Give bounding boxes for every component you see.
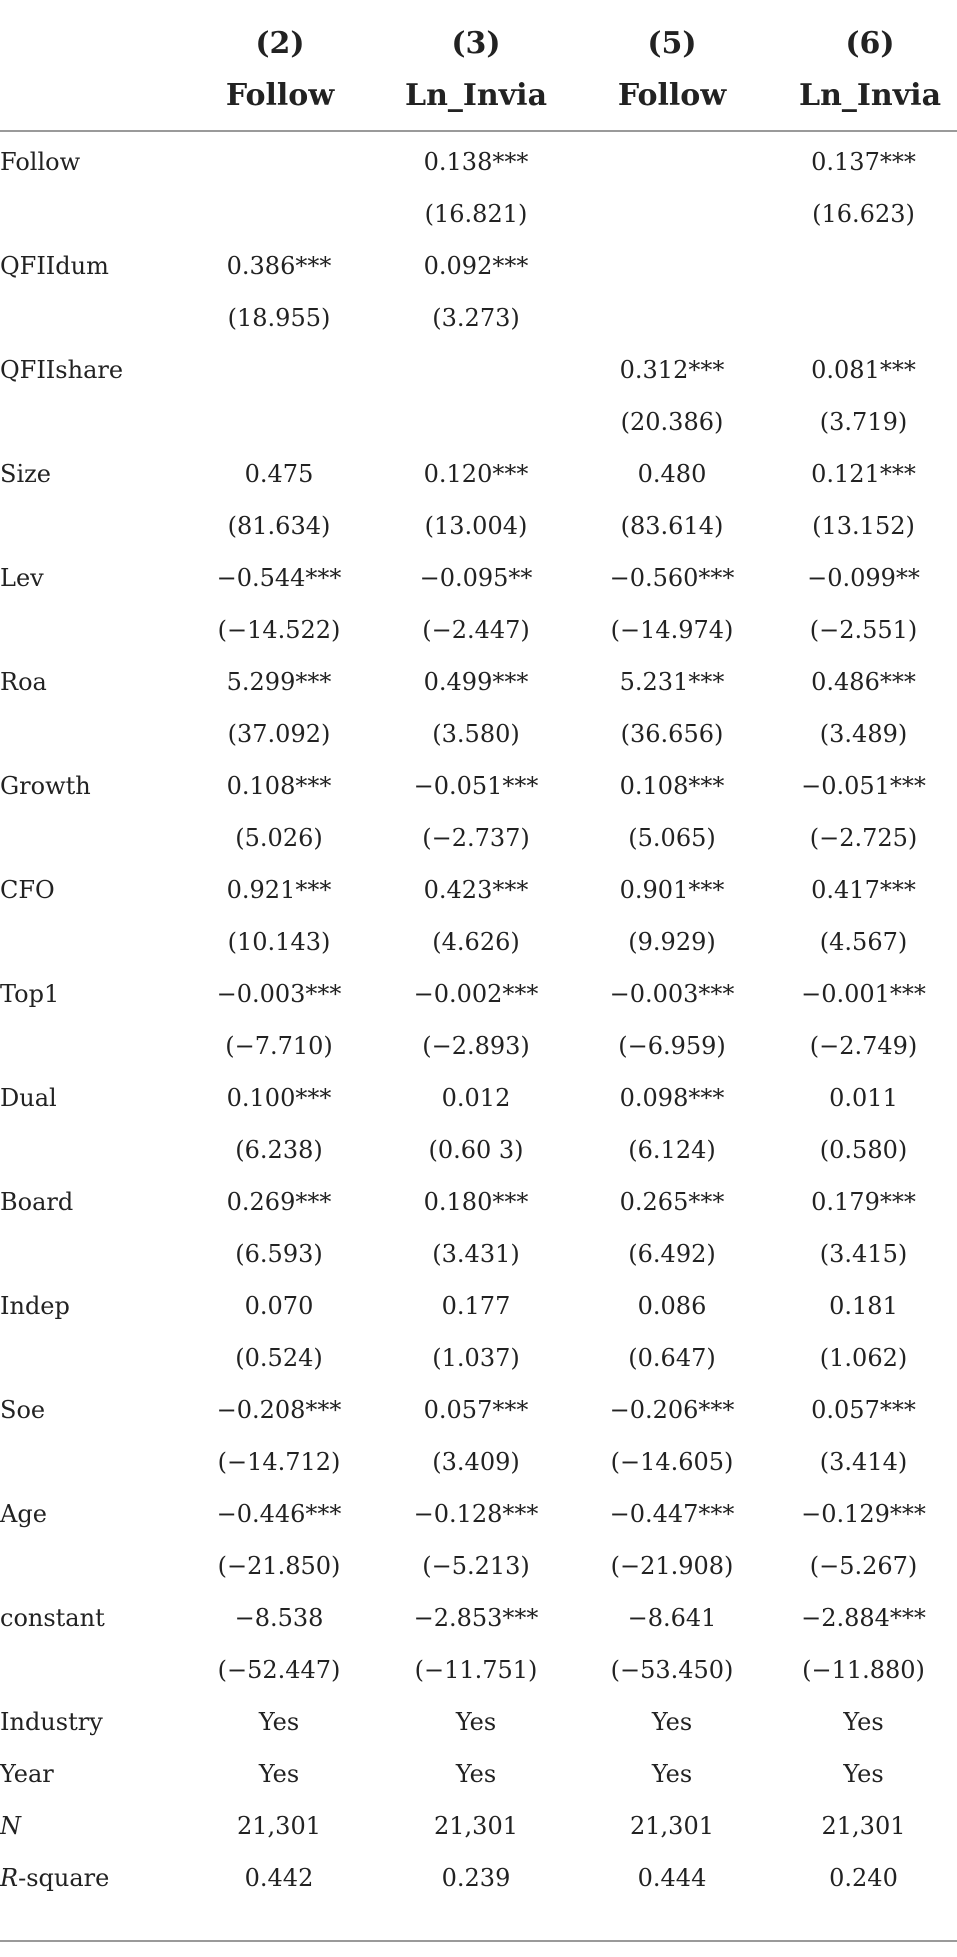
row-label: QFIIshare bbox=[0, 356, 124, 384]
table-row-tstat bbox=[0, 292, 957, 344]
table-cell: −0.001*** bbox=[801, 980, 926, 1008]
table-cell: −0.051*** bbox=[413, 772, 539, 800]
table-cell: (3.719) bbox=[819, 408, 908, 436]
table-cell: (−14.522) bbox=[217, 616, 341, 644]
header-col-number: (6) bbox=[845, 26, 895, 61]
table-cell: (20.386) bbox=[620, 408, 724, 436]
table-row bbox=[0, 760, 957, 812]
table-cell: 21,301 bbox=[237, 1812, 321, 1840]
row-label: CFO bbox=[0, 876, 55, 904]
table-cell: 0.081*** bbox=[811, 356, 916, 384]
table-cell bbox=[574, 136, 770, 188]
table-cell bbox=[770, 240, 957, 292]
table-cell: (−2.893) bbox=[422, 1032, 530, 1060]
table-row bbox=[0, 240, 957, 292]
table-cell: 0.442 bbox=[244, 1864, 314, 1892]
table-row bbox=[0, 1696, 957, 1748]
table-row bbox=[0, 136, 957, 188]
table-cell: (−11.751) bbox=[414, 1656, 538, 1684]
table-cell: (6.492) bbox=[628, 1240, 716, 1268]
row-label: Board bbox=[0, 1188, 74, 1216]
table-cell: 0.070 bbox=[244, 1292, 314, 1320]
row-label: Dual bbox=[0, 1084, 57, 1112]
table-cell bbox=[770, 292, 957, 344]
row-label: QFIIdum bbox=[0, 252, 109, 280]
table-cell: 0.417*** bbox=[811, 876, 916, 904]
table-cell: (3.414) bbox=[819, 1448, 908, 1476]
table-cell: (−5.267) bbox=[809, 1552, 918, 1580]
row-label bbox=[0, 812, 180, 864]
table-row-tstat bbox=[0, 1332, 957, 1384]
table-cell: (4.567) bbox=[819, 928, 908, 956]
table-row bbox=[0, 864, 957, 916]
table-cell: (1.037) bbox=[432, 1344, 520, 1372]
table-row-tstat bbox=[0, 1124, 957, 1176]
table-cell bbox=[378, 396, 574, 448]
table-cell: 0.240 bbox=[829, 1864, 898, 1892]
table-cell: 21,301 bbox=[434, 1812, 518, 1840]
table-cell bbox=[574, 240, 770, 292]
table-cell: (−14.605) bbox=[610, 1448, 734, 1476]
table-cell: 0.475 bbox=[244, 460, 314, 488]
row-label bbox=[0, 1436, 180, 1488]
table-body bbox=[0, 136, 957, 1904]
table-cell: (36.656) bbox=[620, 720, 724, 748]
table-cell: Yes bbox=[455, 1760, 497, 1788]
table-cell: (18.955) bbox=[227, 304, 331, 332]
table-cell: (3.580) bbox=[432, 720, 520, 748]
table-cell: 0.444 bbox=[637, 1864, 707, 1892]
header-col-2 bbox=[180, 18, 380, 122]
row-label bbox=[0, 500, 180, 552]
table-cell: (37.092) bbox=[227, 720, 331, 748]
table-cell: 21,301 bbox=[630, 1812, 714, 1840]
table-cell: 0.486*** bbox=[811, 668, 916, 696]
table-row bbox=[0, 1592, 957, 1644]
header-rule bbox=[0, 130, 957, 132]
table-cell: Yes bbox=[843, 1708, 884, 1736]
table-cell: (5.065) bbox=[628, 824, 716, 852]
table-cell: −0.002*** bbox=[413, 980, 539, 1008]
table-row-tstat bbox=[0, 708, 957, 760]
table-cell: 0.499*** bbox=[423, 668, 529, 696]
header-col-3 bbox=[376, 18, 576, 122]
header-col-variable: Ln_Invia bbox=[798, 78, 942, 113]
table-cell: (6.593) bbox=[235, 1240, 323, 1268]
row-label: Follow bbox=[0, 148, 81, 176]
table-cell: (81.634) bbox=[227, 512, 331, 540]
row-label bbox=[0, 1332, 180, 1384]
table-cell: (−2.725) bbox=[809, 824, 918, 852]
table-cell: (6.124) bbox=[628, 1136, 716, 1164]
table-cell: 0.120*** bbox=[423, 460, 529, 488]
table-cell: (−2.749) bbox=[809, 1032, 918, 1060]
row-label bbox=[0, 1644, 180, 1696]
table-cell: 0.108*** bbox=[226, 772, 332, 800]
table-cell: −0.051*** bbox=[801, 772, 926, 800]
table-cell: −0.544*** bbox=[216, 564, 342, 592]
row-label bbox=[0, 188, 180, 240]
table-cell: 0.423*** bbox=[423, 876, 529, 904]
table-cell: 0.057*** bbox=[423, 1396, 529, 1424]
table-cell: (−21.908) bbox=[610, 1552, 734, 1580]
table-cell: −0.095** bbox=[419, 564, 533, 592]
table-cell: −0.447*** bbox=[609, 1500, 735, 1528]
table-header bbox=[0, 18, 957, 118]
table-cell: (−14.712) bbox=[217, 1448, 341, 1476]
table-cell: (16.821) bbox=[424, 200, 528, 228]
regression-table bbox=[0, 136, 957, 1904]
table-cell: 0.137*** bbox=[811, 148, 916, 176]
table-cell: (−7.710) bbox=[225, 1032, 333, 1060]
table-cell: −0.099** bbox=[807, 564, 920, 592]
row-label bbox=[0, 396, 180, 448]
table-cell bbox=[378, 344, 574, 396]
table-row-tstat bbox=[0, 500, 957, 552]
row-label: Indep bbox=[0, 1292, 70, 1320]
row-label: constant bbox=[0, 1604, 105, 1632]
table-row-tstat bbox=[0, 396, 957, 448]
table-row-tstat bbox=[0, 812, 957, 864]
header-col-number: (2) bbox=[255, 26, 305, 61]
row-label bbox=[0, 708, 180, 760]
table-cell bbox=[574, 292, 770, 344]
header-col-variable: Ln_Invia bbox=[404, 78, 548, 113]
table-cell: 0.181 bbox=[829, 1292, 898, 1320]
table-row bbox=[0, 656, 957, 708]
table-cell: −8.538 bbox=[234, 1604, 324, 1632]
table-row-tstat bbox=[0, 916, 957, 968]
table-cell: (83.614) bbox=[620, 512, 724, 540]
table-cell bbox=[574, 188, 770, 240]
table-cell: (16.623) bbox=[812, 200, 915, 228]
table-cell: 0.011 bbox=[829, 1084, 898, 1112]
table-row bbox=[0, 1280, 957, 1332]
table-cell: (0.647) bbox=[628, 1344, 716, 1372]
table-cell: (−5.213) bbox=[422, 1552, 530, 1580]
row-label: N bbox=[0, 1812, 21, 1840]
table-cell: 0.121*** bbox=[811, 460, 916, 488]
table-cell: (0.580) bbox=[819, 1136, 908, 1164]
table-cell bbox=[180, 188, 378, 240]
table-cell: (−11.880) bbox=[802, 1656, 925, 1684]
table-cell: 0.092*** bbox=[423, 252, 529, 280]
table-cell: Yes bbox=[651, 1760, 693, 1788]
table-cell: (5.026) bbox=[235, 824, 323, 852]
table-cell: −0.129*** bbox=[801, 1500, 926, 1528]
table-cell: −0.128*** bbox=[413, 1500, 539, 1528]
table-cell: (13.152) bbox=[812, 512, 915, 540]
table-row bbox=[0, 448, 957, 500]
row-label bbox=[0, 292, 180, 344]
table-cell: (3.489) bbox=[819, 720, 908, 748]
table-cell: 0.239 bbox=[441, 1864, 511, 1892]
table-cell: 0.100*** bbox=[226, 1084, 332, 1112]
table-cell: 21,301 bbox=[821, 1812, 906, 1840]
table-cell: (0.60 3) bbox=[428, 1136, 524, 1164]
table-cell: −0.560*** bbox=[609, 564, 735, 592]
table-row-tstat bbox=[0, 188, 957, 240]
row-label: Soe bbox=[0, 1396, 46, 1424]
table-row bbox=[0, 1852, 957, 1904]
row-label bbox=[0, 1020, 180, 1072]
table-cell: −0.208*** bbox=[216, 1396, 342, 1424]
table-row bbox=[0, 344, 957, 396]
table-row-tstat bbox=[0, 1540, 957, 1592]
table-cell: Yes bbox=[455, 1708, 497, 1736]
table-cell: (10.143) bbox=[227, 928, 331, 956]
table-cell: 0.057*** bbox=[811, 1396, 916, 1424]
table-row bbox=[0, 552, 957, 604]
table-cell: 0.312*** bbox=[619, 356, 725, 384]
table-cell bbox=[180, 136, 378, 188]
row-label: Year bbox=[0, 1760, 54, 1788]
table-cell: (−2.737) bbox=[422, 824, 530, 852]
table-row bbox=[0, 968, 957, 1020]
table-cell: Yes bbox=[843, 1760, 884, 1788]
row-label: Size bbox=[0, 460, 51, 488]
table-cell: Yes bbox=[651, 1708, 693, 1736]
table-cell bbox=[180, 344, 378, 396]
table-cell: −0.446*** bbox=[216, 1500, 342, 1528]
row-label: Top1 bbox=[0, 980, 60, 1008]
row-label: Roa bbox=[0, 668, 47, 696]
header-col-number: (5) bbox=[647, 26, 697, 61]
table-row-tstat bbox=[0, 1020, 957, 1072]
table-row bbox=[0, 1384, 957, 1436]
table-cell: 0.180*** bbox=[423, 1188, 529, 1216]
table-cell: (−14.974) bbox=[610, 616, 734, 644]
table-cell: 0.386*** bbox=[226, 252, 332, 280]
table-cell: 0.901*** bbox=[619, 876, 725, 904]
table-cell bbox=[180, 396, 378, 448]
table-row bbox=[0, 1488, 957, 1540]
table-cell: 0.098*** bbox=[619, 1084, 725, 1112]
table-row bbox=[0, 1072, 957, 1124]
table-cell: −0.003*** bbox=[216, 980, 342, 1008]
table-row-tstat bbox=[0, 1228, 957, 1280]
table-cell: (3.273) bbox=[432, 304, 520, 332]
header-col-6 bbox=[770, 18, 957, 122]
row-label bbox=[0, 916, 180, 968]
table-row-tstat bbox=[0, 604, 957, 656]
table-cell: −8.641 bbox=[627, 1604, 717, 1632]
table-cell: (3.409) bbox=[432, 1448, 520, 1476]
table-row-tstat bbox=[0, 1644, 957, 1696]
table-cell: (3.431) bbox=[432, 1240, 520, 1268]
table-row bbox=[0, 1176, 957, 1228]
table-cell: (−21.850) bbox=[217, 1552, 341, 1580]
table-cell: −0.206*** bbox=[609, 1396, 735, 1424]
header-col-variable: Follow bbox=[617, 78, 727, 113]
row-label: Growth bbox=[0, 772, 91, 800]
table-cell: (−2.551) bbox=[809, 616, 918, 644]
table-cell: Yes bbox=[258, 1708, 300, 1736]
table-cell: 0.179*** bbox=[811, 1188, 916, 1216]
table-cell: 0.177 bbox=[441, 1292, 511, 1320]
table-cell: 5.299*** bbox=[226, 668, 332, 696]
table-row-tstat bbox=[0, 1436, 957, 1488]
table-cell: (3.415) bbox=[819, 1240, 908, 1268]
header-col-number: (3) bbox=[451, 26, 501, 61]
table-cell: (0.524) bbox=[235, 1344, 323, 1372]
table-cell: (1.062) bbox=[819, 1344, 908, 1372]
table-cell: (4.626) bbox=[432, 928, 520, 956]
table-cell: −2.884*** bbox=[801, 1604, 926, 1632]
table-row bbox=[0, 1800, 957, 1852]
row-label: Age bbox=[0, 1500, 47, 1528]
table-cell: 0.108*** bbox=[619, 772, 725, 800]
row-label bbox=[0, 1228, 180, 1280]
table-cell: −2.853*** bbox=[413, 1604, 539, 1632]
header-col-5 bbox=[572, 18, 772, 122]
table-cell: (13.004) bbox=[424, 512, 528, 540]
row-label: R-square bbox=[0, 1864, 110, 1892]
table-cell: −0.003*** bbox=[609, 980, 735, 1008]
table-cell: 0.012 bbox=[441, 1084, 511, 1112]
header-col-variable: Follow bbox=[225, 78, 335, 113]
row-label bbox=[0, 1124, 180, 1176]
table-cell: 0.086 bbox=[637, 1292, 707, 1320]
table-cell: (−6.959) bbox=[618, 1032, 726, 1060]
table-cell: 0.480 bbox=[637, 460, 707, 488]
table-cell: (−53.450) bbox=[610, 1656, 734, 1684]
table-cell: (6.238) bbox=[235, 1136, 323, 1164]
table-cell: 5.231*** bbox=[619, 668, 725, 696]
table-cell: (−52.447) bbox=[217, 1656, 341, 1684]
row-label: Lev bbox=[0, 564, 44, 592]
table-cell: Yes bbox=[258, 1760, 300, 1788]
table-cell: 0.269*** bbox=[226, 1188, 332, 1216]
bottom-rule bbox=[0, 1940, 957, 1942]
table-cell: 0.265*** bbox=[619, 1188, 725, 1216]
table-row bbox=[0, 1748, 957, 1800]
table-cell: (−2.447) bbox=[422, 616, 530, 644]
table-cell: 0.138*** bbox=[423, 148, 529, 176]
row-label: Industry bbox=[0, 1708, 103, 1736]
table-cell: 0.921*** bbox=[226, 876, 332, 904]
row-label bbox=[0, 1540, 180, 1592]
row-label bbox=[0, 604, 180, 656]
table-cell: (9.929) bbox=[628, 928, 716, 956]
